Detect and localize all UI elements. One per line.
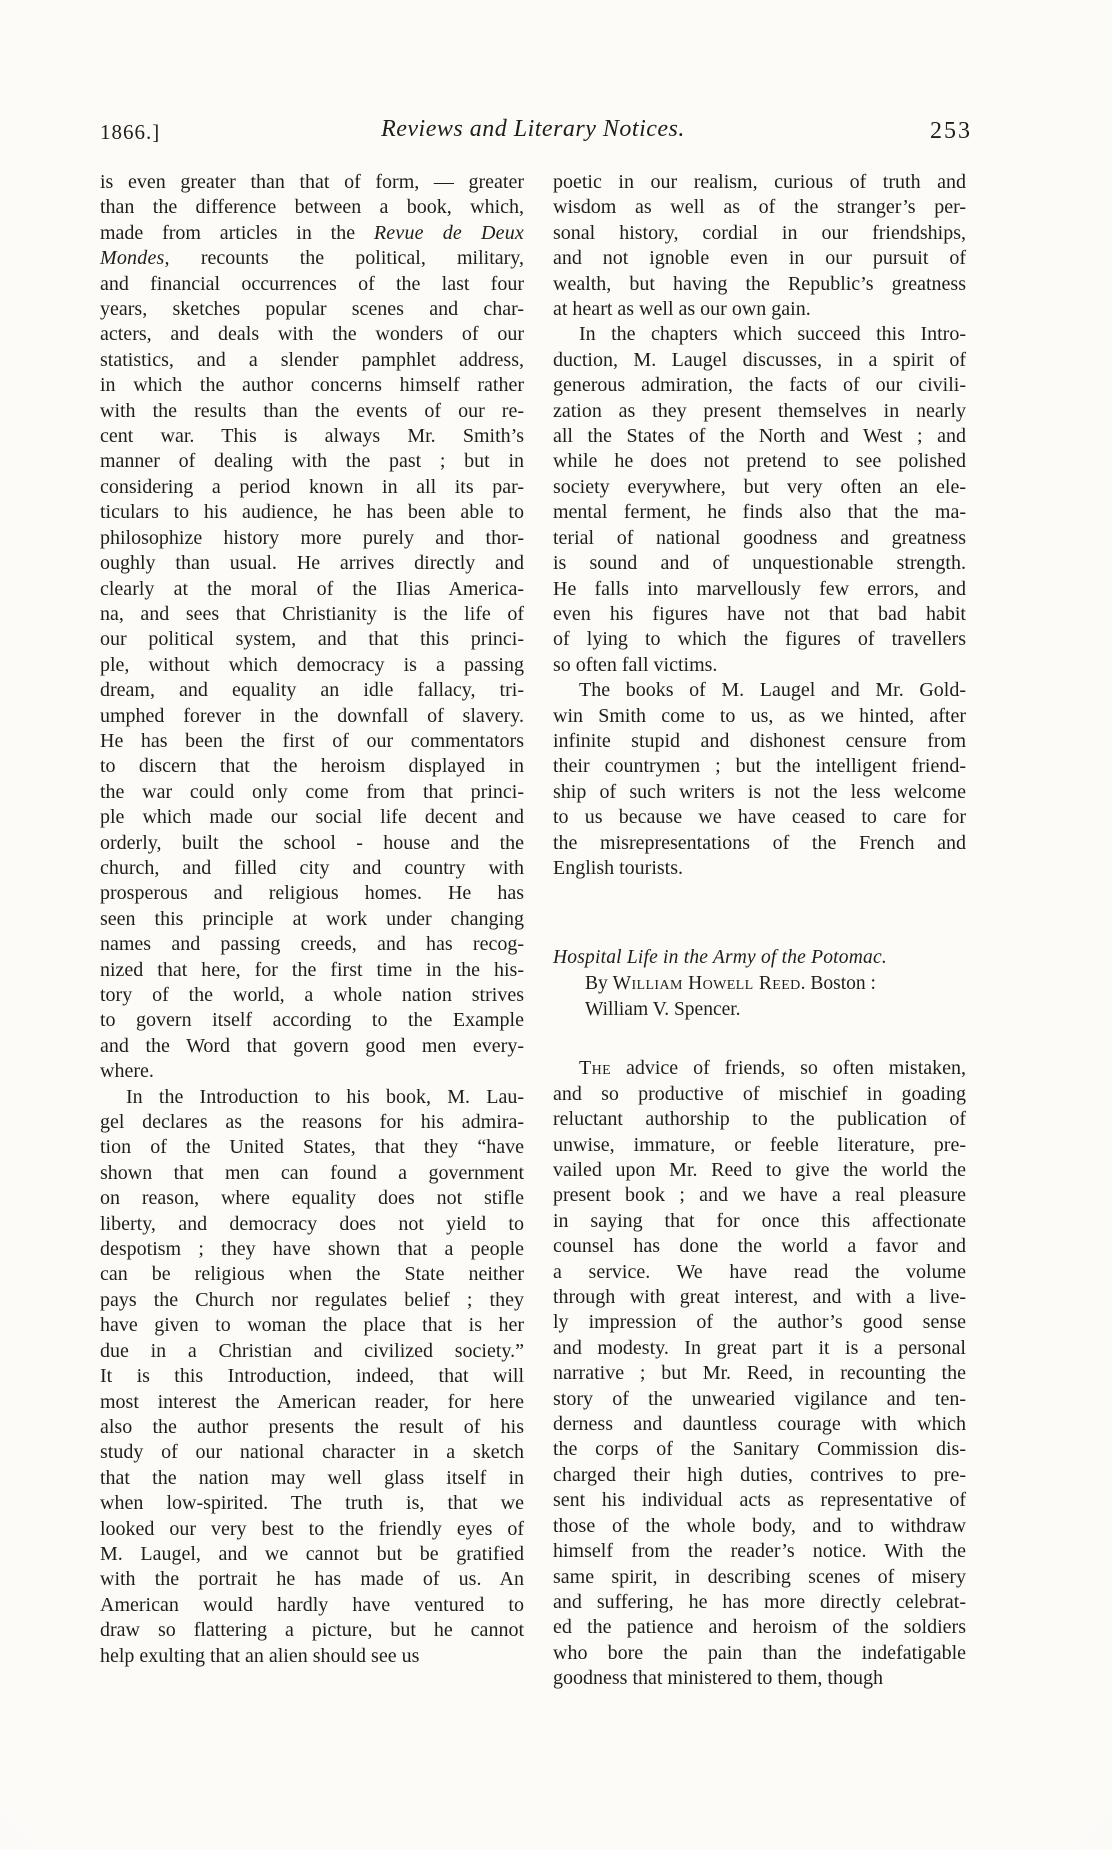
text-line: manner of dealing with the past ; but in: [100, 450, 524, 473]
text-line: have given to woman the place that is her: [100, 1314, 524, 1337]
text-line: those of the whole body, and to withdraw: [553, 1514, 966, 1537]
citation-line: William V. Spencer.: [585, 999, 741, 1021]
text-line: with the portrait he has made of us. An: [100, 1568, 524, 1591]
text-line: ple, without which democracy is a passing: [100, 653, 524, 676]
text-line: He has been the first of our commentators: [100, 729, 524, 752]
text-line: gel declares as the reasons for his admira-: [100, 1111, 524, 1134]
citation-line: By William Howell Reed. Boston :: [585, 973, 876, 995]
text-line: who bore the pain than the indefatigable: [553, 1641, 966, 1664]
text-line: due in a Christian and civilized society.”: [100, 1339, 524, 1362]
text-line: also the author presents the result of his: [100, 1415, 524, 1438]
text-line: zation as they present themselves in nearly: [553, 399, 966, 422]
text-line: same spirit, in describing scenes of misery: [553, 1565, 966, 1588]
text-line: and financial occurrences of the last four: [100, 272, 524, 295]
text-line: vailed upon Mr. Reed to give the world the: [553, 1159, 966, 1181]
text-line: the corps of the Sanitary Commission dis-: [553, 1438, 966, 1461]
text-line: to govern itself according to the Example: [100, 1009, 524, 1032]
text-line: society everywhere, but very often an ele-: [553, 475, 966, 498]
text-line: terial of national goodness and greatness: [553, 526, 966, 549]
text-line: considering a period known in all its par-: [100, 475, 524, 498]
paragraph: [100, 1085, 524, 1669]
text-line: unwise, immature, or feeble literature, pre-: [553, 1133, 966, 1156]
text-line: of lying to which the figures of travellers: [553, 628, 966, 651]
left-column: [100, 170, 524, 1692]
running-head: [100, 116, 972, 150]
text-line: study of our national character in a sketch: [100, 1441, 524, 1464]
text-line: He falls into marvellously few errors, and: [553, 577, 966, 600]
text-line: help exulting that an alien should see us: [100, 1644, 420, 1667]
text-line: despotism ; they have shown that a people: [100, 1238, 524, 1261]
text-line: Mondes, recounts the political, military,: [100, 247, 524, 270]
text-line: wealth, but having the Republic’s greatness: [553, 272, 966, 295]
text-line: himself from the reader’s notice. With the: [553, 1540, 966, 1563]
text-line: story of the unwearied vigilance and ten-: [553, 1387, 966, 1410]
text-line: cent war. This is always Mr. Smith’s: [100, 425, 524, 448]
text-line: while he does not pretend to see polished: [553, 450, 966, 473]
text-line: present book ; and we have a real pleasure: [553, 1184, 966, 1207]
text-line: derness and dauntless courage with which: [553, 1413, 966, 1436]
text-line: pays the Church nor regulates belief ; they: [100, 1288, 524, 1311]
citation-line: Hospital Life in the Army of the Potomac.: [553, 947, 887, 969]
text-line: made from articles in the Revue de Deux: [100, 221, 524, 244]
text-line: poetic in our realism, curious of truth and: [553, 171, 966, 193]
text-line: the war could only come from that princi-: [100, 780, 524, 803]
text-line: when low-spirited. The truth is, that we: [100, 1492, 524, 1515]
text-line: a service. We have read the volume: [553, 1260, 966, 1283]
text-line: tory of the world, a whole nation strives: [100, 984, 524, 1006]
text-line: and modesty. In great part it is a personal: [553, 1336, 966, 1359]
text-line: shown that men can found a government: [100, 1161, 524, 1184]
text-line: the misrepresentations of the French and: [553, 831, 966, 854]
header-title: Reviews and Literary Notices.: [381, 116, 685, 142]
text-line: reluctant authorship to the publication of: [553, 1108, 966, 1131]
text-line: all the States of the North and West ; and: [553, 425, 966, 448]
text-line: seen this principle at work under changing: [100, 907, 524, 930]
text-line: win Smith come to us, as we hinted, after: [553, 704, 966, 727]
text-line: wisdom as well as of the stranger’s per-: [553, 196, 966, 219]
text-line: is even greater than that of form, — greater: [100, 171, 524, 193]
text-line: and the Word that govern good men every-: [100, 1034, 524, 1057]
text-line: sent his individual acts as representative of: [553, 1489, 966, 1512]
text-line: ship of such writers is not the less welcome: [553, 780, 966, 803]
text-line: orderly, built the school - house and the: [100, 831, 524, 854]
text-line: sonal history, cordial in our friendships,: [553, 221, 966, 244]
text-line: most interest the American reader, for here: [100, 1390, 524, 1413]
text-line: in which the author concerns himself rather: [100, 374, 524, 397]
text-line: ed the patience and heroism of the soldiers: [553, 1616, 966, 1639]
text-line: goodness that ministered to them, though: [553, 1667, 883, 1690]
text-line: that the nation may well glass itself in: [100, 1466, 524, 1489]
text-line: mental ferment, he finds also that the ma-: [553, 501, 966, 524]
text-line: and not ignoble even in our pursuit of: [553, 247, 966, 270]
text-line: dream, and equality an idle fallacy, tri-: [100, 679, 524, 702]
text-line: where.: [100, 1060, 154, 1083]
text-line: prosperous and religious homes. He has: [100, 882, 524, 905]
text-line: looked our very best to the friendly eyes of: [100, 1517, 524, 1540]
text-line: ple which made our social life decent and: [100, 806, 524, 829]
text-line: infinite stupid and dishonest censure from: [553, 729, 966, 752]
review-citation: [553, 945, 966, 1023]
text-line: ticulars to his audience, he has been able to: [100, 501, 524, 524]
header-date: 1866.]: [100, 120, 161, 144]
text-line: than the difference between a book, which,: [100, 196, 524, 219]
text-line: English tourists.: [553, 856, 684, 879]
text-line: years, sketches popular scenes and char-: [100, 298, 524, 321]
text-line: to us because we have ceased to care for: [553, 806, 966, 829]
text-line: with the results than the events of our re-: [100, 399, 524, 422]
text-line: and suffering, he has more directly celebrat-: [553, 1590, 966, 1613]
text-line: through with great interest, and with a live-: [553, 1286, 966, 1309]
text-line: The books of M. Laugel and Mr. Gold-: [579, 679, 966, 702]
paragraph: [100, 170, 524, 1085]
text-line: can be religious when the State neither: [100, 1263, 524, 1286]
text-line: duction, M. Laugel discusses, in a spirit of: [553, 348, 966, 371]
paragraph: [553, 678, 966, 881]
text-line: statistics, and a slender pamphlet address,: [100, 348, 524, 371]
text-line: church, and filled city and country with: [100, 856, 524, 879]
text-line: nized that here, for the first time in the his-: [100, 958, 524, 981]
text-line: ly impression of the author’s good sense: [553, 1311, 966, 1334]
text-line: at heart as well as our own gain.: [553, 298, 811, 321]
text-line: The advice of friends, so often mistaken,: [579, 1057, 966, 1080]
text-line: In the Introduction to his book, M. Lau-: [126, 1085, 524, 1108]
text-line: In the chapters which succeed this Intro-: [579, 323, 966, 346]
text-line: philosophize history more purely and thor-: [100, 526, 524, 549]
paragraph: [553, 322, 966, 678]
paragraph: [553, 1056, 966, 1691]
text-line: so often fall victims.: [553, 653, 718, 676]
text-line: generous admiration, the facts of our civili-: [553, 374, 966, 397]
text-line: It is this Introduction, indeed, that will: [100, 1365, 524, 1388]
text-line: American would hardly have ventured to: [100, 1593, 524, 1616]
header-page-number: 253: [930, 118, 972, 144]
text-line: acters, and deals with the wonders of our: [100, 323, 524, 346]
text-line: umphed forever in the downfall of slavery.: [100, 704, 524, 727]
text-line: even his figures have not that bad habit: [553, 602, 966, 625]
text-line: to discern that the heroism displayed in: [100, 755, 524, 778]
text-line: in saying that for once this affectionate: [553, 1209, 966, 1232]
text-line: counsel has done the world a favor and: [553, 1235, 966, 1258]
text-line: their countrymen ; but the intelligent friend-: [553, 755, 966, 778]
text-columns: [100, 170, 968, 1692]
text-line: liberty, and democracy does not yield to: [100, 1212, 524, 1235]
text-line: M. Laugel, and we cannot but be gratified: [100, 1542, 524, 1565]
text-line: names and passing creeds, and has recog-: [100, 933, 524, 956]
text-line: oughly than usual. He arrives directly and: [100, 552, 524, 575]
text-line: is sound and of unquestionable strength.: [553, 552, 966, 575]
text-line: clearly at the moral of the Ilias America-: [100, 577, 524, 600]
text-line: narrative ; but Mr. Reed, in recounting the: [553, 1362, 966, 1385]
text-line: draw so flattering a picture, but he cannot: [100, 1619, 524, 1642]
paragraph: [553, 170, 966, 322]
text-line: on reason, where equality does not stifle: [100, 1187, 524, 1210]
text-line: na, and sees that Christianity is the life of: [100, 602, 524, 625]
text-line: tion of the United States, that they “have: [100, 1136, 524, 1159]
text-line: charged their high duties, contrives to pre-: [553, 1463, 966, 1486]
text-line: and so productive of mischief in goading: [553, 1082, 966, 1105]
right-column: [553, 170, 966, 1692]
text-line: our political system, and that this princi-: [100, 628, 524, 651]
